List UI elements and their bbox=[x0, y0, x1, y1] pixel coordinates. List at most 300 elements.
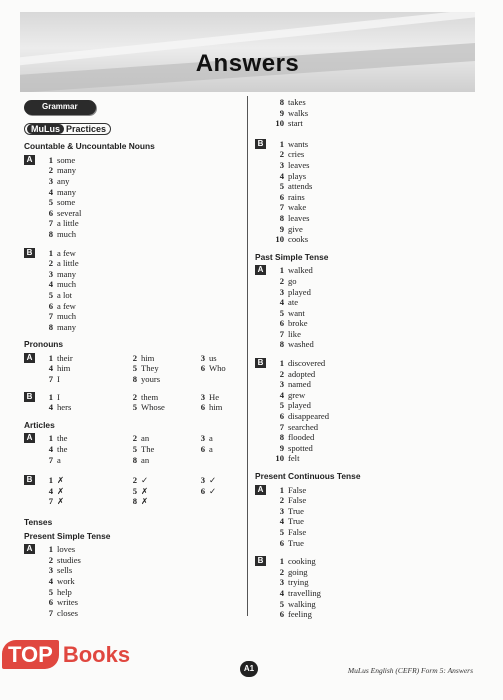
heading-present-continuous: Present Continuous Tense bbox=[255, 471, 361, 481]
answer-list bbox=[39, 155, 81, 240]
answer-item bbox=[191, 486, 251, 497]
answer-item bbox=[270, 432, 329, 443]
answer-grid bbox=[39, 353, 251, 385]
answer-item bbox=[270, 224, 312, 235]
answer-item bbox=[39, 155, 81, 166]
item-answer: broke bbox=[288, 318, 308, 329]
answer-item bbox=[270, 588, 321, 599]
item-answer: a few bbox=[57, 247, 76, 258]
item-number: 5 bbox=[48, 586, 53, 597]
heading-tenses: Tenses bbox=[24, 517, 53, 527]
item-number: 2 bbox=[132, 391, 137, 402]
item-number: 8 bbox=[132, 496, 137, 507]
answer-item bbox=[270, 411, 329, 422]
badge: A bbox=[24, 353, 35, 363]
answer-item bbox=[270, 538, 306, 549]
answer-item bbox=[270, 556, 321, 567]
item-number: 3 bbox=[48, 175, 53, 186]
item-answer: some bbox=[57, 154, 76, 165]
mulus-brand: MuLus bbox=[27, 124, 64, 135]
answer-item bbox=[270, 297, 314, 308]
item-answer: us bbox=[209, 352, 217, 363]
block bbox=[24, 353, 244, 385]
item-answer: an bbox=[141, 433, 150, 444]
item-number: 6 bbox=[279, 191, 284, 202]
item-number: 10 bbox=[275, 453, 284, 464]
answer-item bbox=[270, 213, 312, 224]
item-number: 4 bbox=[279, 170, 284, 181]
answer-item bbox=[270, 234, 312, 245]
section-pill: Grammar bbox=[24, 100, 96, 115]
item-number: 4 bbox=[48, 444, 53, 455]
item-answer: start bbox=[288, 118, 303, 129]
item-number: 2 bbox=[279, 368, 284, 379]
block bbox=[24, 433, 244, 465]
item-number: 8 bbox=[279, 212, 284, 223]
answer-item bbox=[39, 565, 81, 576]
item-answer: a lot bbox=[57, 289, 73, 300]
item-number: 3 bbox=[48, 268, 53, 279]
answer-item bbox=[39, 496, 123, 507]
answer-item bbox=[39, 392, 123, 403]
block bbox=[24, 392, 244, 413]
item-answer: any bbox=[57, 175, 70, 186]
item-answer: going bbox=[288, 566, 308, 577]
answer-item bbox=[39, 176, 81, 187]
item-answer: plays bbox=[288, 170, 307, 181]
answer-item bbox=[191, 444, 251, 455]
answer-item bbox=[270, 118, 470, 129]
answer-item bbox=[270, 506, 306, 517]
badge: B bbox=[255, 556, 266, 566]
item-number: 7 bbox=[279, 202, 284, 213]
item-number: 6 bbox=[200, 363, 205, 374]
answer-item bbox=[39, 486, 123, 497]
answer-item bbox=[39, 555, 81, 566]
item-answer: rains bbox=[288, 191, 305, 202]
answer-item bbox=[39, 248, 79, 259]
item-number: 6 bbox=[279, 318, 284, 329]
answer-item bbox=[191, 363, 251, 374]
item-number: 7 bbox=[279, 421, 284, 432]
answer-item bbox=[270, 400, 329, 411]
answer-item bbox=[191, 392, 251, 403]
item-answer: work bbox=[57, 575, 75, 586]
badge: B bbox=[24, 392, 35, 402]
item-answer: studies bbox=[57, 554, 81, 565]
answer-item bbox=[39, 322, 79, 333]
heading-present-simple: Present Simple Tense bbox=[24, 530, 111, 541]
answer-item bbox=[270, 485, 306, 496]
item-answer: their bbox=[57, 352, 73, 363]
item-number: 3 bbox=[279, 286, 284, 297]
item-answer: ✗ bbox=[57, 485, 65, 496]
item-answer: want bbox=[288, 307, 305, 318]
item-number: 5 bbox=[132, 485, 137, 496]
answer-item bbox=[270, 567, 321, 578]
item-answer: him bbox=[209, 402, 223, 413]
answer-grid bbox=[39, 433, 251, 465]
item-answer: many bbox=[57, 186, 77, 197]
item-number: 7 bbox=[279, 328, 284, 339]
answer-item bbox=[39, 311, 79, 322]
answer-item bbox=[39, 208, 81, 219]
item-answer: False bbox=[288, 484, 307, 495]
answer-item bbox=[39, 433, 123, 444]
item-number: 2 bbox=[279, 495, 284, 506]
block bbox=[24, 248, 244, 333]
item-answer: True bbox=[288, 537, 304, 548]
item-answer: trying bbox=[288, 577, 309, 588]
answer-item bbox=[270, 202, 312, 213]
item-number: 1 bbox=[48, 352, 53, 363]
item-number: 6 bbox=[279, 609, 284, 620]
item-number: 10 bbox=[275, 234, 284, 245]
item-answer: walking bbox=[288, 598, 316, 609]
item-answer: flooded bbox=[288, 432, 315, 443]
item-number: 7 bbox=[48, 607, 53, 618]
item-number: 4 bbox=[279, 587, 284, 598]
block bbox=[24, 475, 244, 507]
answer-item bbox=[39, 165, 81, 176]
heading-countable: Countable & Uncountable Nouns bbox=[24, 141, 155, 152]
answer-item bbox=[270, 318, 314, 329]
answer-item bbox=[39, 269, 79, 280]
item-answer: sells bbox=[57, 565, 73, 576]
item-answer: leaves bbox=[288, 159, 310, 170]
item-number: 3 bbox=[279, 577, 284, 588]
item-number: 7 bbox=[48, 374, 53, 385]
item-answer: False bbox=[288, 526, 307, 537]
item-answer: several bbox=[57, 207, 82, 218]
answer-item bbox=[39, 576, 81, 587]
answer-item bbox=[270, 329, 314, 340]
item-answer: cooks bbox=[288, 234, 309, 245]
item-number: 6 bbox=[279, 537, 284, 548]
item-answer: a bbox=[57, 454, 61, 465]
answer-item bbox=[270, 453, 329, 464]
item-answer: ✓ bbox=[209, 475, 217, 486]
item-number: 5 bbox=[279, 400, 284, 411]
answer-item bbox=[39, 218, 81, 229]
item-answer: walks bbox=[288, 107, 309, 118]
item-answer: him bbox=[57, 363, 71, 374]
answer-item bbox=[39, 290, 79, 301]
answer-item bbox=[191, 402, 251, 413]
answer-item bbox=[123, 433, 191, 444]
answer-item bbox=[39, 301, 79, 312]
item-answer: many bbox=[57, 165, 77, 176]
item-answer: cries bbox=[288, 149, 305, 160]
answer-item bbox=[270, 443, 329, 454]
answer-item bbox=[123, 402, 191, 413]
answer-item bbox=[270, 308, 314, 319]
item-number: 1 bbox=[48, 391, 53, 402]
item-answer: ✗ bbox=[141, 496, 149, 507]
answer-list bbox=[270, 265, 314, 350]
answer-item bbox=[123, 475, 191, 486]
item-number: 4 bbox=[279, 297, 284, 308]
answer-item bbox=[270, 358, 329, 369]
answer-item bbox=[39, 363, 123, 374]
item-answer: a few bbox=[57, 300, 76, 311]
item-number: 6 bbox=[279, 411, 284, 422]
item-answer: I bbox=[57, 374, 60, 385]
answer-item bbox=[39, 402, 123, 413]
item-number: 5 bbox=[279, 598, 284, 609]
badge: B bbox=[24, 248, 35, 258]
answer-item bbox=[39, 187, 81, 198]
item-number: 6 bbox=[48, 300, 53, 311]
logo-books: Books bbox=[62, 642, 131, 667]
item-answer: walked bbox=[288, 265, 313, 276]
empty-cell bbox=[191, 455, 251, 466]
item-number: 3 bbox=[279, 159, 284, 170]
item-number: 4 bbox=[279, 516, 284, 527]
answer-item bbox=[39, 597, 81, 608]
item-answer: help bbox=[57, 586, 72, 597]
answer-item bbox=[39, 544, 81, 555]
item-answer: False bbox=[288, 495, 307, 506]
item-number: 1 bbox=[279, 138, 284, 149]
answer-item bbox=[270, 149, 312, 160]
item-number: 4 bbox=[48, 186, 53, 197]
item-answer: the bbox=[57, 433, 68, 444]
answer-list bbox=[270, 139, 312, 245]
answer-list bbox=[270, 485, 306, 549]
answer-item bbox=[123, 455, 191, 466]
item-number: 7 bbox=[48, 496, 53, 507]
header-banner bbox=[20, 12, 475, 92]
badge: A bbox=[24, 544, 35, 554]
answer-item bbox=[270, 527, 306, 538]
item-answer: many bbox=[57, 321, 77, 332]
practices-word: Practices bbox=[66, 123, 107, 134]
item-answer: Whose bbox=[141, 402, 165, 413]
item-number: 1 bbox=[48, 247, 53, 258]
item-answer: ✓ bbox=[141, 475, 149, 486]
item-answer: ✗ bbox=[141, 485, 149, 496]
answer-item bbox=[39, 279, 79, 290]
badge: A bbox=[255, 265, 266, 275]
item-number: 5 bbox=[279, 307, 284, 318]
item-number: 4 bbox=[48, 363, 53, 374]
item-number: 2 bbox=[279, 149, 284, 160]
item-answer: Who bbox=[209, 363, 226, 374]
answer-grid bbox=[39, 475, 251, 507]
block bbox=[255, 485, 470, 549]
item-answer: played bbox=[288, 400, 311, 411]
answer-list bbox=[39, 248, 79, 333]
item-number: 1 bbox=[279, 358, 284, 369]
item-number: 3 bbox=[200, 352, 205, 363]
answer-item bbox=[270, 181, 312, 192]
page-title: Answers bbox=[195, 50, 300, 77]
item-number: 4 bbox=[279, 389, 284, 400]
item-number: 4 bbox=[48, 402, 53, 413]
block bbox=[255, 556, 470, 620]
answer-item bbox=[123, 486, 191, 497]
item-number: 9 bbox=[279, 442, 284, 453]
item-answer: an bbox=[141, 454, 150, 465]
badge: A bbox=[24, 433, 35, 443]
item-answer: I bbox=[57, 391, 60, 402]
answer-item bbox=[270, 390, 329, 401]
answer-item bbox=[123, 496, 191, 507]
item-answer: much bbox=[57, 311, 77, 322]
item-answer: adopted bbox=[288, 368, 316, 379]
answer-item bbox=[191, 433, 251, 444]
answer-list bbox=[39, 544, 81, 618]
page-number: A1 bbox=[240, 661, 258, 677]
item-number: 2 bbox=[132, 433, 137, 444]
answer-item bbox=[270, 422, 329, 433]
item-answer: some bbox=[57, 197, 76, 208]
answer-item bbox=[191, 353, 251, 364]
item-number: 3 bbox=[279, 379, 284, 390]
item-answer: spotted bbox=[288, 442, 313, 453]
item-answer: The bbox=[141, 444, 155, 455]
answer-item bbox=[270, 108, 470, 119]
answer-item bbox=[270, 265, 314, 276]
item-number: 8 bbox=[279, 97, 284, 107]
item-number: 2 bbox=[132, 475, 137, 486]
item-answer: travelling bbox=[288, 587, 321, 598]
item-answer: named bbox=[288, 379, 311, 390]
item-number: 6 bbox=[200, 444, 205, 455]
item-answer: a bbox=[209, 433, 213, 444]
item-answer: writes bbox=[57, 597, 79, 608]
answer-item bbox=[270, 276, 314, 287]
answer-item bbox=[39, 374, 123, 385]
answer-item bbox=[270, 495, 306, 506]
item-answer: many bbox=[57, 268, 77, 279]
badge: B bbox=[24, 475, 35, 485]
block bbox=[255, 358, 470, 464]
answer-item bbox=[123, 353, 191, 364]
item-answer: washed bbox=[288, 339, 314, 350]
answer-item bbox=[270, 369, 329, 380]
answer-item bbox=[270, 171, 312, 182]
empty-cell bbox=[191, 496, 251, 507]
item-number: 1 bbox=[48, 475, 53, 486]
answer-item bbox=[123, 392, 191, 403]
item-number: 6 bbox=[200, 485, 205, 496]
item-answer: a little bbox=[57, 218, 79, 229]
item-number: 8 bbox=[279, 432, 284, 443]
item-number: 3 bbox=[279, 505, 284, 516]
answer-grid bbox=[39, 392, 251, 413]
item-number: 1 bbox=[279, 556, 284, 567]
item-number: 1 bbox=[279, 484, 284, 495]
heading-articles: Articles bbox=[24, 419, 55, 430]
item-number: 8 bbox=[132, 454, 137, 465]
answer-item bbox=[270, 339, 314, 350]
block bbox=[255, 139, 470, 245]
answer-item bbox=[39, 608, 81, 619]
item-answer: grew bbox=[288, 389, 306, 400]
item-number: 1 bbox=[48, 544, 53, 555]
item-answer: leaves bbox=[288, 212, 310, 223]
block bbox=[255, 265, 470, 350]
badge: B bbox=[255, 358, 266, 368]
item-answer: disappeared bbox=[288, 411, 330, 422]
answer-list bbox=[270, 556, 321, 620]
item-number: 4 bbox=[48, 485, 53, 496]
item-answer: played bbox=[288, 286, 311, 297]
footer-text: MuLus English (CEFR) Form 5: Answers bbox=[347, 666, 473, 675]
answer-list bbox=[270, 358, 329, 464]
answer-item bbox=[270, 516, 306, 527]
item-answer: wants bbox=[288, 138, 309, 149]
item-answer: wake bbox=[288, 202, 307, 213]
item-number: 2 bbox=[48, 165, 53, 176]
answer-item bbox=[123, 444, 191, 455]
item-answer: takes bbox=[288, 97, 306, 107]
item-answer: ✗ bbox=[57, 496, 65, 507]
mulus-practices-label bbox=[24, 123, 111, 136]
answer-item bbox=[39, 455, 123, 466]
item-answer: He bbox=[209, 391, 220, 402]
item-number: 5 bbox=[132, 363, 137, 374]
answer-item bbox=[270, 379, 329, 390]
answer-item bbox=[39, 475, 123, 486]
item-number: 3 bbox=[200, 391, 205, 402]
item-answer: closes bbox=[57, 607, 79, 618]
answer-item bbox=[123, 363, 191, 374]
item-number: 4 bbox=[48, 575, 53, 586]
badge: B bbox=[255, 139, 266, 149]
item-number: 8 bbox=[48, 321, 53, 332]
item-number: 7 bbox=[48, 454, 53, 465]
item-answer: hers bbox=[57, 402, 72, 413]
answer-item bbox=[270, 577, 321, 588]
item-number: 1 bbox=[279, 265, 284, 276]
item-number: 6 bbox=[48, 207, 53, 218]
item-number: 5 bbox=[132, 402, 137, 413]
item-number: 5 bbox=[132, 444, 137, 455]
item-number: 6 bbox=[200, 402, 205, 413]
topbooks-logo bbox=[2, 642, 130, 668]
item-number: 4 bbox=[48, 279, 53, 290]
item-number: 8 bbox=[132, 374, 137, 385]
item-number: 2 bbox=[48, 554, 53, 565]
item-answer: cooking bbox=[288, 556, 316, 567]
item-answer: like bbox=[288, 328, 301, 339]
right-column bbox=[255, 97, 470, 627]
answer-item bbox=[270, 287, 314, 298]
item-answer: They bbox=[141, 363, 159, 374]
item-number: 5 bbox=[279, 526, 284, 537]
item-answer: the bbox=[57, 444, 68, 455]
badge: A bbox=[24, 155, 35, 165]
item-answer: True bbox=[288, 505, 304, 516]
item-number: 5 bbox=[48, 197, 53, 208]
item-number: 2 bbox=[279, 275, 284, 286]
item-number: 8 bbox=[48, 228, 53, 239]
item-answer: attends bbox=[288, 181, 313, 192]
item-answer: give bbox=[288, 223, 303, 234]
item-answer: searched bbox=[288, 421, 319, 432]
item-number: 1 bbox=[48, 154, 53, 165]
answer-item bbox=[270, 599, 321, 610]
item-answer: much bbox=[57, 279, 77, 290]
answer-item bbox=[270, 160, 312, 171]
block bbox=[24, 155, 244, 240]
item-answer: go bbox=[288, 275, 297, 286]
heading-pronouns: Pronouns bbox=[24, 339, 64, 350]
logo-top: TOP bbox=[2, 640, 59, 669]
